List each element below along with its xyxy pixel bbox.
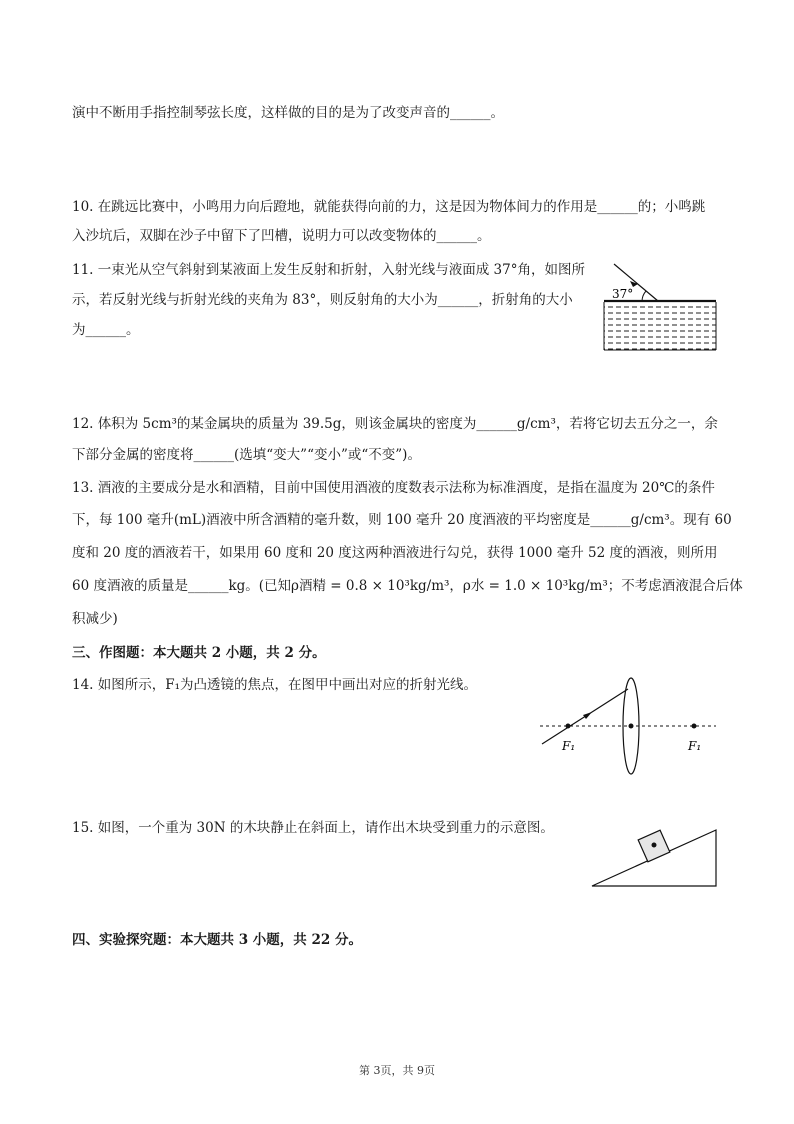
question-13-line-3: 度和 20 度的酒液若干，如果用 60 度和 20 度这两种酒液进行勾兑，获得 1000 毫升 52 度的酒液，则所用 <box>72 545 718 561</box>
question-12-line-1: 12. 体积为 5cm³的某金属块的质量为 39.5g，则该金属块的密度为______g/cm³，若将它切去五分之一，余 <box>72 416 718 432</box>
focal-point-right <box>692 724 697 729</box>
optical-center <box>629 724 634 729</box>
liquid-surface-figure <box>600 262 720 354</box>
question-11-line-2: 示，若反射光线与折射光线的夹角为 83°，则反射角的大小为______，折射角的大小 <box>72 292 573 308</box>
question-13-line-2: 下，每 100 毫升(mL)酒液中所含酒精的毫升数，则 100 毫升 20 度酒液的平均密度是______g/cm³。现有 60 <box>72 512 732 528</box>
section-3-heading: 三、作图题：本大题共 2 小题，共 2 分。 <box>72 645 326 661</box>
focus-label-left: F₁ <box>562 739 576 753</box>
focus-label-right: F₁ <box>688 739 702 753</box>
question-10-line-2: 入沙坑后，双脚在沙子中留下了凹槽，说明力可以改变物体的______。 <box>72 228 491 244</box>
convex-lens-figure <box>540 678 720 778</box>
angle-label: 37° <box>612 287 634 301</box>
text-line: 演中不断用手指控制琴弦长度，这样做的目的是为了改变声音的______。 <box>72 105 504 121</box>
focal-point-left <box>566 724 571 729</box>
section-4-heading: 四、实验探究题：本大题共 3 小题，共 22 分。 <box>72 932 362 948</box>
question-14: 14. 如图所示，F₁为凸透镜的焦点，在图甲中画出对应的折射光线。 <box>72 677 478 693</box>
question-10-line-1: 10. 在跳远比赛中，小鸣用力向后蹬地，就能获得向前的力，这是因为物体间力的作用是______的；小鸣跳 <box>72 199 706 215</box>
question-15: 15. 如图，一个重为 30N 的木块静止在斜面上，请作出木块受到重力的示意图。 <box>72 820 554 836</box>
question-12-line-2: 下部分金属的密度将______(选填“变大”“变小”或“不变”)。 <box>72 447 421 463</box>
question-13-line-5: 积减少) <box>72 611 118 627</box>
incline-figure <box>590 818 720 890</box>
block-center <box>652 843 657 848</box>
question-13-line-4: 60 度酒液的质量是______kg。(已知ρ酒精 = 0.8 × 10³kg/m³，ρ水 = 1.0 × 10³kg/m³；不考虑酒液混合后体 <box>72 578 743 594</box>
question-13-line-1: 13. 酒液的主要成分是水和酒精，目前中国使用酒液的度数表示法称为标准酒度，是指在温度为 20℃的条件 <box>72 480 715 496</box>
ray-arrow <box>583 712 592 719</box>
question-11-line-3: 为______。 <box>72 322 140 338</box>
page-footer: 第 3页，共 9页 <box>359 1064 435 1077</box>
liquid-body <box>604 302 716 350</box>
question-11-line-1: 11. 一束光从空气斜射到某液面上发生反射和折射，入射光线与液面成 37°角，如图所 <box>72 262 585 278</box>
angle-arc <box>642 291 646 301</box>
